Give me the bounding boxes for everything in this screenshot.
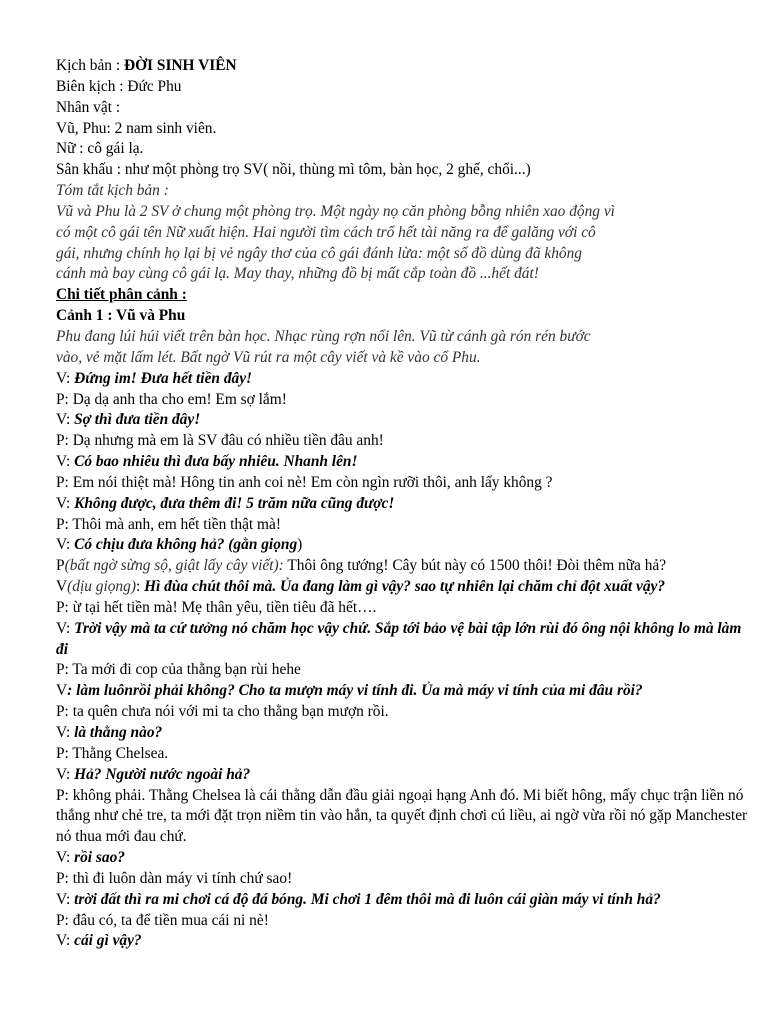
summary-line: có một cô gái tên Nữ xuất hiện. Hai người tìm cách trổ hết tài năng ra để galăng với cô (56, 223, 596, 241)
speaker: V: (56, 765, 75, 783)
dialogue-line (56, 890, 756, 911)
dialogue-line (56, 473, 756, 494)
line-text: Thôi ông tướng! Cây bút này có 1500 thôi! Đòi thêm nữa hả? (283, 557, 667, 575)
stage-line: Sân khấu : như một phòng trọ SV( nồi, thùng mì tôm, bàn học, 2 ghế, chổi...) (56, 161, 531, 179)
speaker: P: (56, 703, 73, 721)
line-text: rồi sao? (74, 849, 125, 867)
line-text: Thằng Chelsea. (72, 744, 169, 762)
summary-heading: Tóm tắt kịch bản : (56, 182, 169, 200)
line-text: trời đất thì ra mi chơi cá độ đá bóng. Mi chơi 1 đêm thôi mà đi luôn cái giàn máy vi tính hả? (74, 890, 661, 908)
line-text: Trời vậy mà ta cứ tưởng nó chăm học vậy chứ. Sắp tới bảo vệ bài tập lớn rùi đó ông nội không lo mà làm đi (56, 619, 742, 658)
dialogue-line (56, 723, 756, 744)
scene-description-line: Phu đang lúi húi viết trên bàn học. Nhạc rùng rợn nổi lên. Vũ từ cánh gà rón rén bước (56, 327, 591, 345)
speaker: P: (56, 515, 73, 533)
speaker: V: (56, 619, 75, 637)
character-line: Nữ : cô gái lạ. (56, 140, 144, 158)
dialogue-line (56, 577, 756, 598)
dialogue-line (56, 369, 756, 390)
dialogue-line (56, 744, 756, 765)
speaker: P: (56, 869, 73, 887)
dialogue-line (56, 911, 756, 932)
dialogue-line (56, 660, 756, 681)
dialogue-line (56, 869, 756, 890)
speaker: V: (56, 890, 75, 908)
speaker: V: (56, 494, 75, 512)
stage-direction: (bất ngờ sừng sộ, giật lấy cây viết): (64, 557, 284, 575)
line-text: đâu có, ta để tiền mua cái ni nè! (72, 911, 269, 929)
speaker: V: (56, 453, 75, 471)
document-body (56, 56, 756, 952)
dialogue-line (56, 431, 756, 452)
speaker: P: (56, 432, 73, 450)
dialogue-line (56, 848, 756, 869)
speaker: V: (56, 932, 75, 950)
line-text: Dạ nhưng mà em là SV đâu có nhiều tiền đâu anh! (72, 432, 384, 450)
dialogue-line (56, 410, 756, 431)
line-text: thì đi luôn dàn máy vi tính chứ sao! (72, 869, 293, 887)
dialogue-line (56, 535, 756, 556)
script-title-line (56, 56, 756, 77)
line-text: Có bao nhiêu thì đưa bấy nhiêu. Nhanh lên! (74, 453, 358, 471)
dialogue-line (56, 515, 756, 536)
scene-heading: Cảnh 1 : Vũ và Phu (56, 307, 186, 325)
line-text: là thằng nào? (74, 724, 163, 741)
line-text: : làm luônrồi phải không? Cho ta mượn máy vi tính đi. Ủa mà máy vi tính của mi đâu rồi? (67, 682, 643, 700)
speaker: P: (56, 786, 73, 804)
speaker: V: (56, 849, 75, 867)
dialogue-line (56, 619, 756, 661)
line-text: Sợ thì đưa tiền đây! (74, 411, 201, 429)
line-text: Ta mới đi cop của thằng bạn rùi hehe (72, 661, 301, 679)
dialogue-line (56, 556, 756, 577)
dialogue-line (56, 494, 756, 515)
line-tail: ) (297, 536, 303, 554)
speaker: V: (56, 724, 75, 741)
scene-description-line: vào, vẻ mặt lấm lét. Bất ngờ Vũ rút ra một cây viết và kề vào cổ Phu. (56, 348, 481, 366)
speaker: P: (56, 473, 73, 491)
speaker: V: (56, 411, 75, 429)
summary-line: gái, nhưng chính họ lại bị vẻ ngây thơ của cô gái đánh lừa: một số đồ dùng đã không (56, 244, 582, 262)
speaker: V: (56, 369, 75, 387)
speaker: P: (56, 661, 73, 679)
stage-direction: (dịu giọng) (67, 578, 136, 596)
dialogue-line (56, 681, 756, 702)
line-text: ta quên chưa nói với mi ta cho thằng bạn mượn rồi. (72, 703, 389, 721)
line-text: Đứng im! Đưa hết tiền đây! (74, 369, 253, 387)
summary-line: Vũ và Phu là 2 SV ở chung một phòng trọ. Một ngày nọ căn phòng bỗng nhiên xao động vì (56, 202, 615, 220)
author-line: Biên kịch : Đức Phu (56, 77, 182, 95)
speaker: P (56, 557, 65, 575)
characters-heading: Nhân vật : (56, 98, 121, 116)
dialogue-line (56, 390, 756, 411)
line-text: Em nói thiệt mà! Hông tin anh coi nè! Em còn ngìn rưỡi thôi, anh lấy không ? (72, 473, 553, 491)
dialogue-line (56, 931, 756, 952)
line-text: Hì đùa chút thôi mà. Ủa đang làm gì vậy? sao tự nhiên lại chăm chỉ đột xuất vậy? (144, 578, 666, 596)
speaker: V (56, 578, 68, 596)
speaker: V: (56, 536, 75, 554)
line-text: Có chịu đưa không hả? (gằn giọng (74, 536, 298, 554)
speaker: P: (56, 598, 73, 616)
speaker: V (56, 682, 68, 700)
speaker: P: (56, 744, 73, 762)
speaker: P: (56, 390, 73, 408)
character-line: Vũ, Phu: 2 nam sinh viên. (56, 119, 217, 137)
details-heading: Chi tiết phân cảnh : (56, 286, 187, 304)
dialogue-line (56, 598, 756, 619)
line-text: Thôi mà anh, em hết tiền thật mà! (72, 515, 281, 533)
summary-line: cánh mà bay cùng cô gái lạ. May thay, những đồ bị mất cắp toàn đồ ...hết đát! (56, 265, 539, 283)
speaker: P: (56, 911, 73, 929)
dialogue-line (56, 702, 756, 723)
dialogue-line (56, 786, 756, 849)
line-text: cái gì vậy? (74, 932, 142, 950)
speaker-colon: : (135, 578, 145, 596)
line-text: ừ tại hết tiền mà! Mẹ thân yêu, tiền tiêu đã hết…. (72, 598, 377, 616)
title-prefix: Kịch bản : (56, 57, 124, 74)
line-text: Hả? Người nước ngoài hả? (74, 765, 251, 783)
line-text: Không được, đưa thêm đi! 5 trăm nữa cũng được! (74, 494, 395, 512)
script-title: ĐỜI SINH VIÊN (123, 57, 237, 74)
dialogue-line (56, 452, 756, 473)
line-text: không phải. Thằng Chelsea là cái thằng dẫn đầu giải ngoại hạng Anh đó. Mi biết hông, mấy chục trận liền nó thắng như chẻ tre, ta mới đặt trọn niềm tin vào hắn, ta quyết định chơi cú liều, ai ngờ vừa rồi nó gặp Manchester nó thua mới đau chứ. (56, 786, 748, 846)
line-text: Dạ dạ anh tha cho em! Em sợ lắm! (72, 390, 287, 408)
dialogue-line (56, 765, 756, 786)
